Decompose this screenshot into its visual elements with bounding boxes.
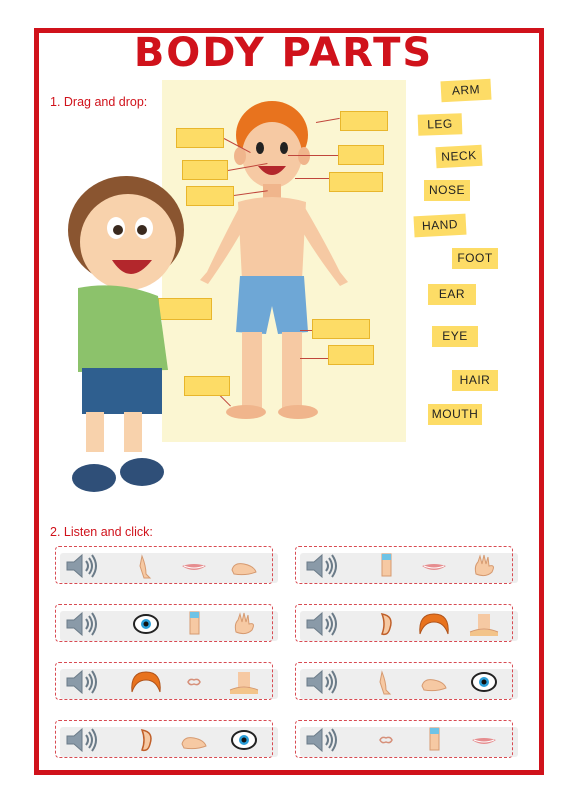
neck-icon[interactable] [226, 668, 262, 696]
nose-icon[interactable] [368, 726, 404, 754]
boy-holding-sign-illustration [58, 160, 198, 500]
word-card-nose[interactable]: NOSE [424, 180, 470, 201]
word-card-ear[interactable]: EAR [428, 284, 476, 305]
leg-icon[interactable] [416, 726, 452, 754]
mouth-icon[interactable] [416, 552, 452, 580]
mouth-icon[interactable] [466, 726, 502, 754]
eye-icon[interactable] [466, 668, 502, 696]
speaker-icon[interactable] [64, 668, 100, 696]
drop-zone[interactable] [340, 111, 388, 131]
word-card-arm[interactable]: ARM [440, 79, 491, 103]
drop-zone[interactable] [328, 345, 374, 365]
hand-icon[interactable] [466, 552, 502, 580]
connector-line [288, 155, 338, 156]
mouth-icon[interactable] [176, 552, 212, 580]
speaker-icon[interactable] [64, 726, 100, 754]
listen-row-4 [295, 604, 513, 642]
connector-line [300, 358, 328, 359]
word-card-neck[interactable]: NECK [435, 145, 482, 168]
arm-icon[interactable] [368, 668, 404, 696]
word-card-leg[interactable]: LEG [418, 113, 463, 136]
eye-icon[interactable] [128, 610, 164, 638]
speaker-icon[interactable] [64, 552, 100, 580]
hair-icon[interactable] [128, 668, 164, 696]
listen-click-instruction: 2. Listen and click: [50, 525, 153, 539]
arm-icon[interactable] [128, 552, 164, 580]
nose-icon[interactable] [176, 668, 212, 696]
eye-icon[interactable] [226, 726, 262, 754]
word-card-hand[interactable]: HAND [413, 214, 466, 238]
listen-row-5 [55, 662, 273, 700]
page-title: BODY PARTS [133, 30, 434, 76]
connector-line [295, 178, 329, 179]
listen-row-6 [295, 662, 513, 700]
speaker-icon[interactable] [304, 552, 340, 580]
word-card-foot[interactable]: FOOT [452, 248, 498, 269]
speaker-icon[interactable] [304, 610, 340, 638]
foot-icon[interactable] [416, 668, 452, 696]
listen-row-3 [55, 604, 273, 642]
drag-drop-instruction: 1. Drag and drop: [50, 95, 148, 109]
ear-icon[interactable] [368, 610, 404, 638]
hand-icon[interactable] [226, 610, 262, 638]
word-card-hair[interactable]: HAIR [452, 370, 498, 391]
neck-icon[interactable] [466, 610, 502, 638]
listen-row-7 [55, 720, 273, 758]
word-card-eye[interactable]: EYE [432, 326, 478, 347]
listen-row-2 [295, 546, 513, 584]
drop-zone[interactable] [176, 128, 224, 148]
speaker-icon[interactable] [304, 668, 340, 696]
drop-zone[interactable] [312, 319, 370, 339]
leg-icon[interactable] [176, 610, 212, 638]
foot-icon[interactable] [226, 552, 262, 580]
hair-icon[interactable] [416, 610, 452, 638]
leg-icon[interactable] [368, 552, 404, 580]
word-card-mouth[interactable]: MOUTH [428, 404, 482, 425]
foot-icon[interactable] [176, 726, 212, 754]
speaker-icon[interactable] [64, 610, 100, 638]
listen-row-8 [295, 720, 513, 758]
ear-icon[interactable] [128, 726, 164, 754]
listen-row-1 [55, 546, 273, 584]
drop-zone[interactable] [329, 172, 383, 192]
connector-line [300, 330, 312, 331]
speaker-icon[interactable] [304, 726, 340, 754]
drop-zone[interactable] [338, 145, 384, 165]
